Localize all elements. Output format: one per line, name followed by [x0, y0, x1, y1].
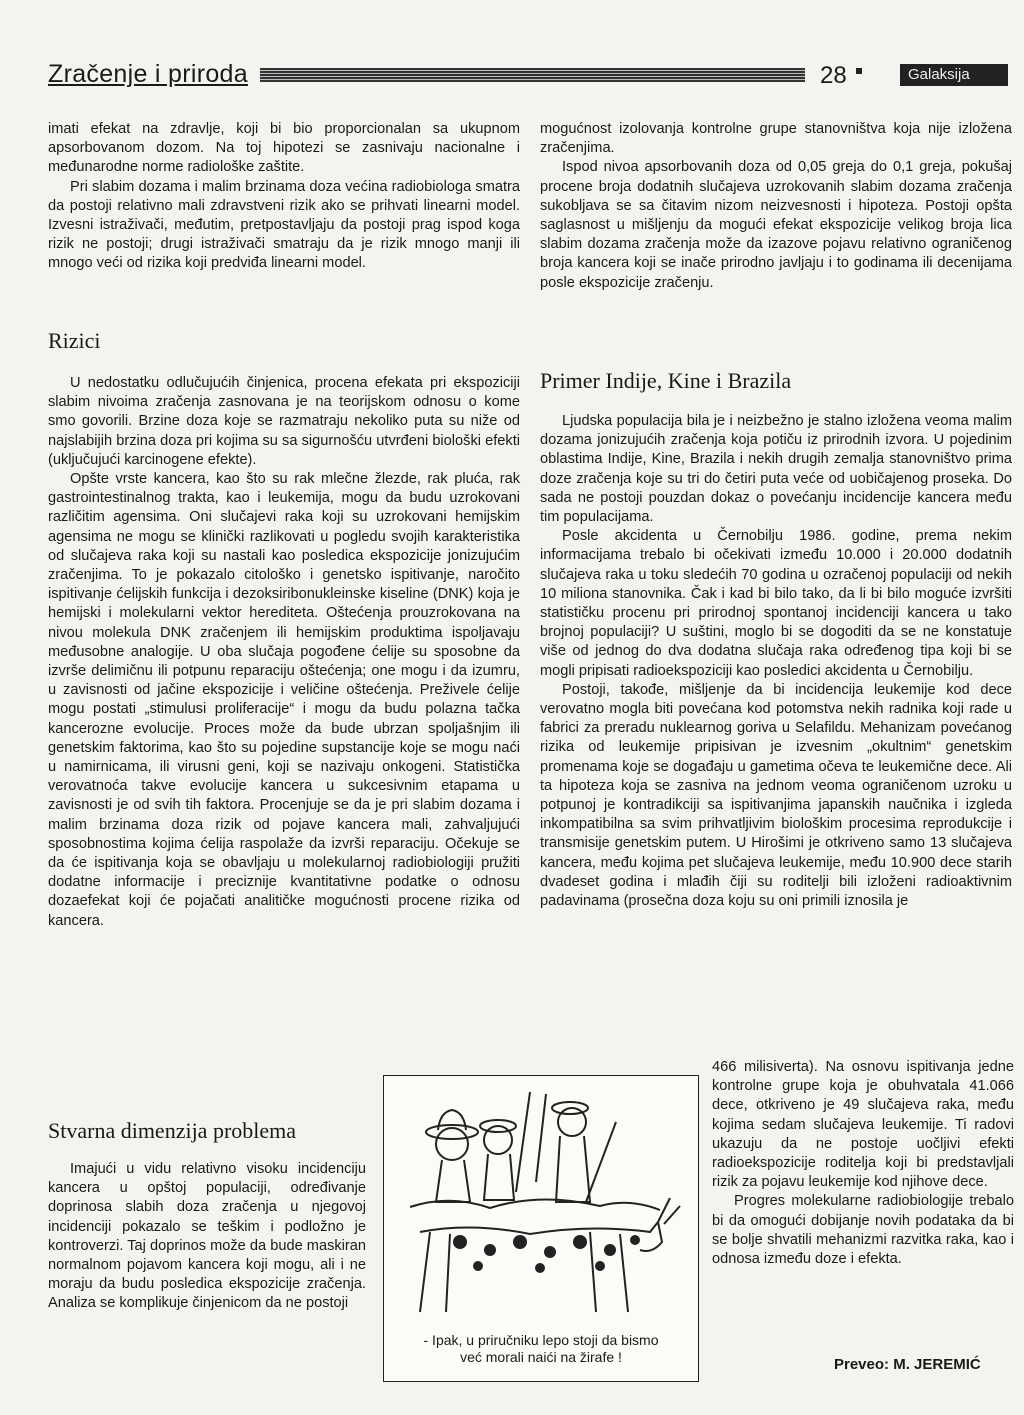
paragraph: Ljudska populacija bila je i neizbežno je stalno izložena veoma malim dozama jonizujućih zračenja koja potiču iz prirodnih izvora. U pojedinim oblastima Indije, Kine, Brazila i nekih drugih zemalja stanovništvo prima doze zračenja koje su tri do četiri puta veće od uobičajenog proseka. Do sada ne postoji pouzdan dokaz o povećanju incidencije kancera među tim populacijama. — [540, 413, 1012, 526]
primer-text — [540, 412, 1012, 911]
heading-wrap — [540, 368, 791, 394]
section-title: Zračenje i priroda — [48, 60, 248, 88]
rizici-text — [48, 374, 520, 931]
caption-line: - Ipak, u priručniku lepo stoji da bismo — [423, 1332, 659, 1348]
primer-continuation — [712, 1058, 1014, 1269]
hunters-giraffe-drawing — [390, 1082, 692, 1327]
cartoon-illustration — [383, 1075, 699, 1382]
magazine-label: Galaksija — [900, 64, 1008, 86]
header-rule — [260, 68, 805, 82]
heading-rizici: Rizici — [48, 328, 101, 353]
heading-wrap — [48, 1118, 296, 1144]
paragraph: Progres molekularne radiobiologije trebalo bi da omogući dobijanje novih podataka da bi se bolje shvatili mehanizmi razvitka raka, kao i odnosa između doze i efekta. — [712, 1193, 1014, 1268]
paragraph: Posle akcidenta u Černobilju 1986. godine, prema nekim informacijama trebalo bi očekivati između 10.000 i 20.000 dodatnih slučajeva raka u toku sledećih 70 godina u ozračenoj populaciji od nekih 10 miliona stanovnika. Čak i kad bi bilo tako, da li bi bilo moguće izvršiti statističku procenu pri prirodnoj spontanoj incidenciji kancera u tako brojnoj populaciji? U suštini, moglo bi se dogoditi da se ne konstatuje više od jednog do dva dodatna slučaja raka određenog tipa koji bi se mogli pripisati radioekspoziciji kao posledici akcidenta u Černobilju. — [540, 528, 1012, 679]
square-bullet-icon — [856, 68, 862, 74]
paragraph: Ispod nivoa apsorbovanih doza od 0,05 greja do 0,1 greja, pokušaj procene broja dodatnih slučajeva uzrokovanih slabim dozama zračenja sukobljava se sa čitavim nizom neizvesnosti i hipoteza. Postoji opšta saglasnost u mišljenju da mogući efekat ekspozicije velikog broja lica slabim dozama zračenja može da izazove pojavu relativno ograničenog broja kancera koji se inače prirodno javljaju i to godinama ili decenijama posle ekspozicije zračenju. — [540, 159, 1012, 291]
page-header — [48, 58, 1008, 92]
paragraph: 466 milisiverta). Na osnovu ispitivanja jedne kontrolne grupe koja je obuhvatala 41.066 dece, otkriveno je 49 slučajeva raka, među kojima sedam slučajeva leukemije. Ti radovi ukazuju da ne postoje uočljivi efekti radioekspozicije roditelja koji bi predstavljali rizik za pojavu leukemije kod njihove dece. — [712, 1059, 1014, 1191]
right-intro-text — [540, 120, 1012, 293]
page-number: 28 — [820, 62, 847, 89]
paragraph: Opšte vrste kancera, kao što su rak mlečne žlezde, rak pluća, rak gastrointestinalnog trakta, kao i leukemija, mogu da budu uzrokovani različitim agensima. Oni slučajevi raka koji su uzrokovani hemijskim agensima ne mogu se klinički razlikovati u pogledu svojih karakteristika od slučajeva raka koji su nastali kao posledica ekspozicije jonizujućim zračenjima. To je pokazalo citološko i genetsko ispitivanje, naročito ispitivanje ćelijskih funkcija i dezoksiribonukleinske kiseline (DNK) koja je hemijski i molekularni vektor herediteta. Oštećenja prouzrokovana na nivou molekula DNK zračenjem ili hemijskim produktima ispoljavaju međusobne analogije. U oba slučaja pogođene ćelije su sposobne da izvrše delimičnu ili potpunu reparaciju oštećenja; one mogu i da izumru, u zavisnosti od jačine ekspozicije i veličine oštećenja. Preživele ćelije mogu postati „stimulusi proliferacije“ i mogu da budu polazna tačka kancerozne evolucije. Proces može da bude ubrzan spoljašnjim ili genetskim faktorima, kao što su pojedine supstancije koje se mogu naći u namirnicama, ili virusni geni, koji se nazivaju onkogeni. Statistička verovatnoća takve evolucije kancera u sukcesivnim etapama u zavisnosti je od svih tih faktora. Procenjuje se da je pri slabim dozama i malim brzinama doza rizik od pojave kancera mali, zahvaljujući sposobnostima kojima ćelija raspolaže da izvrši reparaciju. Očekuje se da će ispitivanja koja se obavljaju u molekularnoj radiobiologiji pružiti dodatne informacije i preciznije kvantitativne podatke o odnosu dozaefekat koji će pojačati analitičke mogućnosti procene rizika od kancera. — [48, 471, 520, 929]
heading-stvarna-dimenzija: Stvarna dimenzija problema — [48, 1118, 297, 1143]
paragraph: U nedostatku odlučujućih činjenica, procena efekata pri ekspoziciji slabim nivoima zračenja zasnovana je na teorijskom odnosu o kome smo govorili. Brzine doza koje se razmatraju nekoliko puta su niže od najslabijih brzina doza pri kojima su sa sigurnošću utvrđeni biološki efekti (uključujući karcinogene efekte). — [48, 375, 520, 468]
left-intro-text — [48, 120, 520, 274]
paragraph: Pri slabim dozama i malim brzinama doza većina radiobiologa smatra da postoji relativno mali zdravstveni rizik ako se prihvati linearni model. Izvesni istraživači, međutim, pretpostavljaju da postoji prag ispod koga rizik ne postoji; drugi istraživači smatraju da je rizik mnogo manji ili mnogo veći od rizika koji predviđa linearni model. — [48, 178, 520, 272]
stvarna-text — [48, 1160, 366, 1314]
caption-line: već morali naići na žirafe ! — [460, 1349, 622, 1365]
heading-wrap — [48, 328, 101, 354]
paragraph: Postoji, takođe, mišljenje da bi incidencija leukemije kod dece verovatno mogla biti povećana kod potomstva nekih radnika koji rade u fabrici za preradu nuklearnog goriva u Selafildu. Mehanizam povećanog rizika od leukemije pripisivan je izvesnim „okultnim“ genetskim promenama koje se događaju u gametima očeva te leukemične dece. Ali ta hipoteza koja se zasniva na jednom veoma ograničenom uzroku u potpunoj je kontradikciji sa ispitivanjima japanskih naučnika i izgleda inkompatibilna sa svim prihvatljivim biološkim procesima reprodukcije i transmisije genetskim putem. U Hirošimi je otkriveno samo 13 slučajeva kancera, među kojima pet slučajeva leukemije, među 10.900 dece starih dvadeset godina i mlađih čiji su roditelji bili izloženi radioaktivnim padavinama (prosečna doza koju su oni primili iznosila je — [540, 681, 1012, 910]
paragraph: imati efekat na zdravlje, koji bi bio proporcionalan sa ukupnom apsorbovanom dozom. Na toj hipotezi se zasnivaju nacionalne i međunarodne norme radiološke zaštite. — [48, 121, 520, 176]
paragraph: mogućnost izolovanja kontrolne grupe stanovništva koja nije izložena zračenjima. — [540, 121, 1012, 157]
heading-primer: Primer Indije, Kine i Brazila — [540, 368, 792, 393]
translator-credit: Preveo: M. JEREMIĆ — [834, 1356, 981, 1373]
cartoon-caption — [384, 1332, 698, 1366]
paragraph: Imajući u vidu relativno visoku incidenciju kancera u opštoj populaciji, određivanje doprinosa slabih doza zračenja u njegovoj incidenciji pokazalo se teškim i podložno je kontroverzi. Taj doprinos može da bude maskiran normalnom pojavom kancera koji mogu, ali i ne moraju da budu posledica ekspozicije zračenja. Analiza se komplikuje činjenicom da ne postoji — [48, 1161, 366, 1312]
